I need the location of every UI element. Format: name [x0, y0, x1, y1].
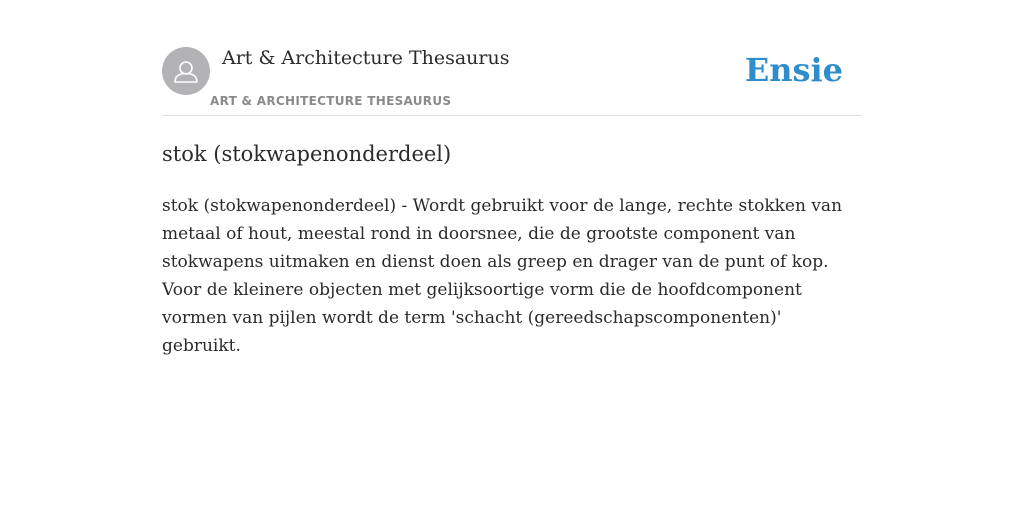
avatar[interactable] — [162, 47, 210, 95]
source-header — [162, 0, 862, 116]
entry-definition: stok (stokwapenonderdeel) - Wordt gebruikt voor de lange, rechte stokken van metaal of hout, meestal rond in doorsnee, die de grootste component van stokwapens uitmaken en dienst doen als greep en drager van de punt of kop. Voor de kleinere objecten met gelijksoortige vorm die de hoofdcomponent vormen van pijlen wordt de term 'schacht (gereedschapscomponenten)' gebruikt. — [162, 196, 843, 356]
entry-title: stok (stokwapenonderdeel) — [162, 142, 452, 166]
main-content — [162, 0, 862, 356]
source-subtitle[interactable]: ART & ARCHITECTURE THESAURUS — [210, 94, 452, 108]
source-title[interactable]: Art & Architecture Thesaurus — [222, 47, 510, 69]
brand-logo[interactable]: Ensie — [744, 51, 843, 89]
user-silhouette-icon — [162, 47, 210, 95]
